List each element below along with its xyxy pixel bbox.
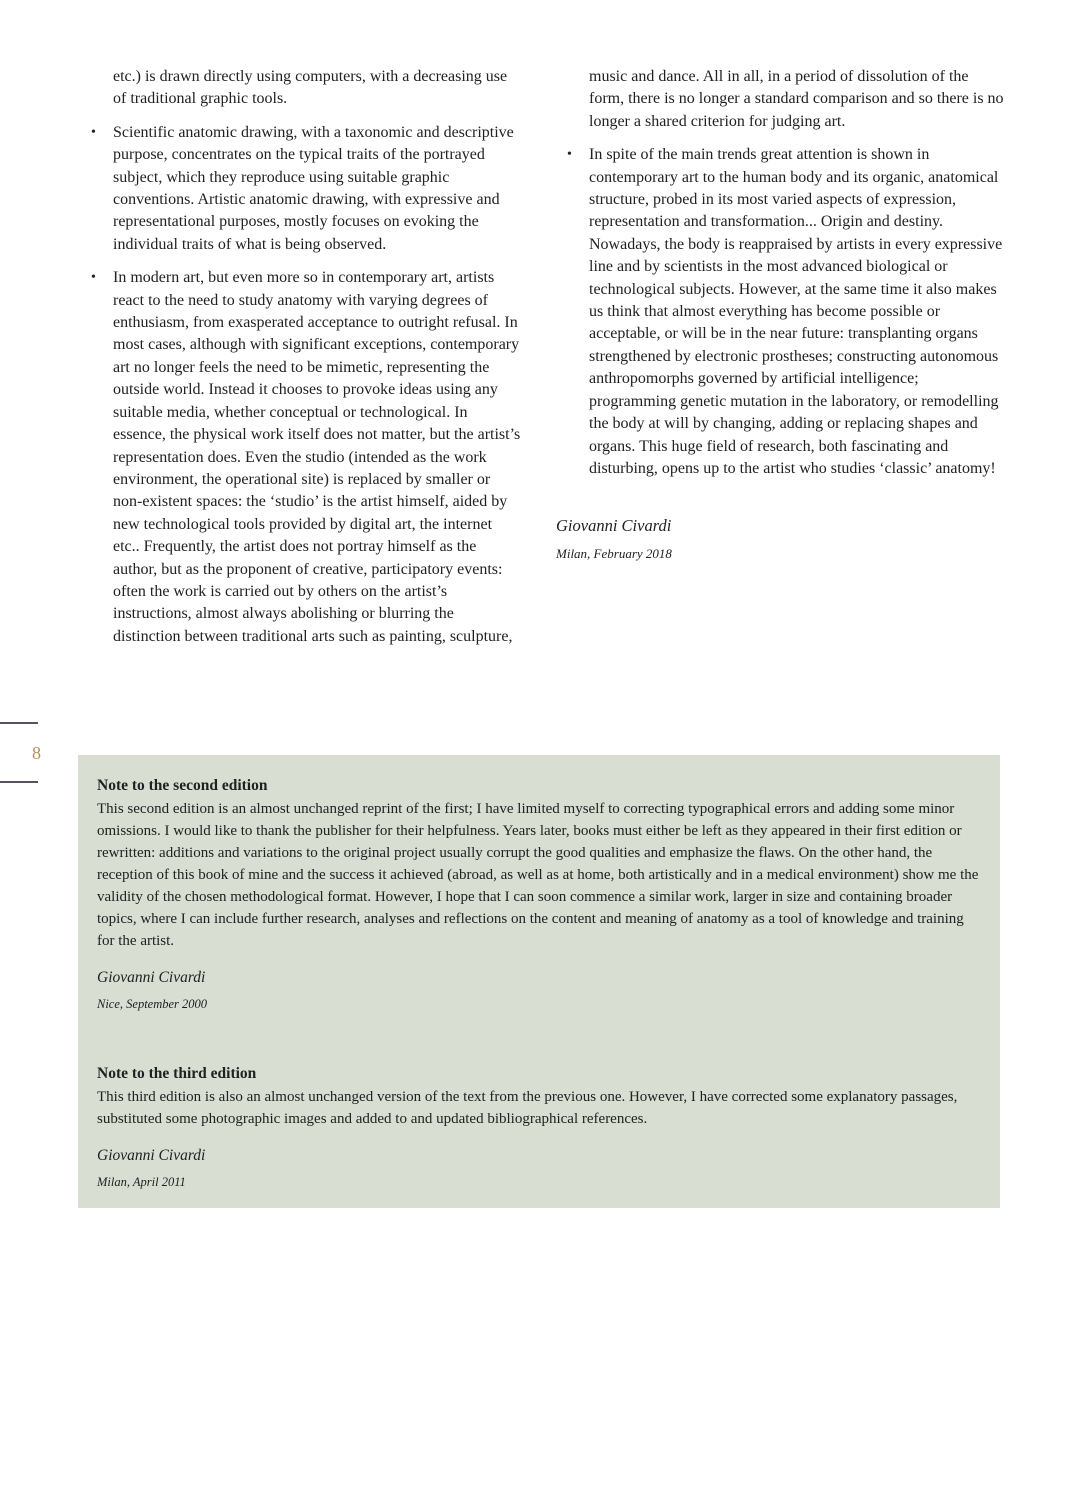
bullet-text: In modern art, but even more so in contemporary art, artists react to the need to study anatomy with varying degrees of enthusiasm, from exasperated acceptance to outright refusal. In most cases, although with significant exceptions, contemporary art no longer feels the need to be mimetic, representing the outside world. Instead it chooses to provoke ideas using any suitable media, whether conceptual or technological. In essence, the physical work itself does not matter, but the artist’s representation does. Even the studio (intended as the work environment, the operational site) is replaced by smaller or non-existent spaces: the ‘studio’ is the artist himself, aided by new technological tools provided by digital art, the internet etc.. Frequently, the artist does not portray himself as the author, but as the proponent of creative, participatory events: often the work is carried out by others on the artist’s instructions, almost always abolishing or blurring the distinction between traditional arts such as painting, sculpture,	[113, 269, 521, 645]
bullet-marker-icon: •	[91, 124, 96, 140]
paragraph-continuation: etc.) is drawn directly using computers, with a decreasing use of traditional graphic tools.	[113, 68, 508, 108]
signature-name: Giovanni Civardi	[97, 969, 206, 986]
paragraph-continuation: music and dance. All in all, in a period of dissolution of the form, there is no longer a standard comparison and so there is no longer a shared criterion for judging art.	[589, 68, 1004, 130]
bullet-text: Scientific anatomic drawing, with a taxonomic and descriptive purpose, concentrates on the typical traits of the portrayed subject, which they reproduce using suitable graphic conventions. Artistic anatomic drawing, with expressive and representational purposes, mostly focuses on evoking the individual traits of what is being observed.	[113, 123, 514, 253]
column-left	[80, 66, 522, 648]
note-heading: Note to the second edition	[97, 777, 268, 794]
bullet-marker-icon: •	[91, 270, 96, 286]
bullet-item	[556, 144, 1004, 480]
signature-place-date: Milan, February 2018	[556, 546, 672, 562]
bullet-item	[80, 267, 522, 648]
bullet-marker-icon: •	[567, 147, 572, 163]
signature-place-date: Nice, September 2000	[97, 997, 208, 1011]
signature-name: Giovanni Civardi	[556, 516, 672, 536]
rule-top	[0, 722, 38, 724]
editions-note-panel	[78, 755, 1000, 1208]
page-number: 8	[32, 743, 41, 763]
note-third-edition	[97, 1064, 980, 1190]
note-body: This second edition is an almost unchanged reprint of the first; I have limited myself to correcting typographical errors and adding some minor omissions. I would like to thank the publisher for their helpfulness. Years later, books must either be left as they appeared in their first edition or rewritten: additions and variations to the original project usually corrupt the good qualities and emphasize the flaws. On the other hand, the reception of this book of mine and the success it achieved (abroad, as well as at home, both artistically and in a medical environment) show me the validity of the chosen methodological format. However, I hope that I can soon commence a similar work, larger in size and containing broader topics, where I can include further research, analyses and reflections on the content and meaning of anatomy as a tool of knowledge and training for the artist.	[97, 801, 979, 949]
author-signature	[556, 516, 1004, 562]
signature-name: Giovanni Civardi	[97, 1147, 206, 1164]
note-heading: Note to the third edition	[97, 1065, 257, 1082]
bullet-text: In spite of the main trends great attention is shown in contemporary art to the human body and its organic, anatomical structure, probed in its most varied aspects of expression, representation and transformation... Origin and destiny. Nowadays, the body is reappraised by artists in every expressive line and by scientists in the most advanced biological or technological subjects. However, at the same time it also makes us think that almost everything has become possible or acceptable, or will be in the near future: transplanting organs strengthened by electronic prostheses; constructing autonomous anthropomorphs governed by artificial intelligence; programming genetic mutation in the laboratory, or remodelling the body at will by changing, adding or replacing shapes and organs. This huge field of research, both fascinating and disturbing, opens up to the artist who studies ‘classic’ anatomy!	[589, 146, 1003, 477]
rule-bottom	[0, 781, 38, 783]
note-second-edition	[97, 776, 980, 1012]
column-right	[556, 66, 1004, 562]
note-body: This third edition is also an almost unchanged version of the text from the previous one. However, I have corrected some explanatory passages, substituted some photographic images and added to and updated bibliographical references.	[97, 1089, 958, 1127]
bullet-item	[80, 122, 522, 256]
signature-place-date: Milan, April 2011	[97, 1175, 186, 1189]
